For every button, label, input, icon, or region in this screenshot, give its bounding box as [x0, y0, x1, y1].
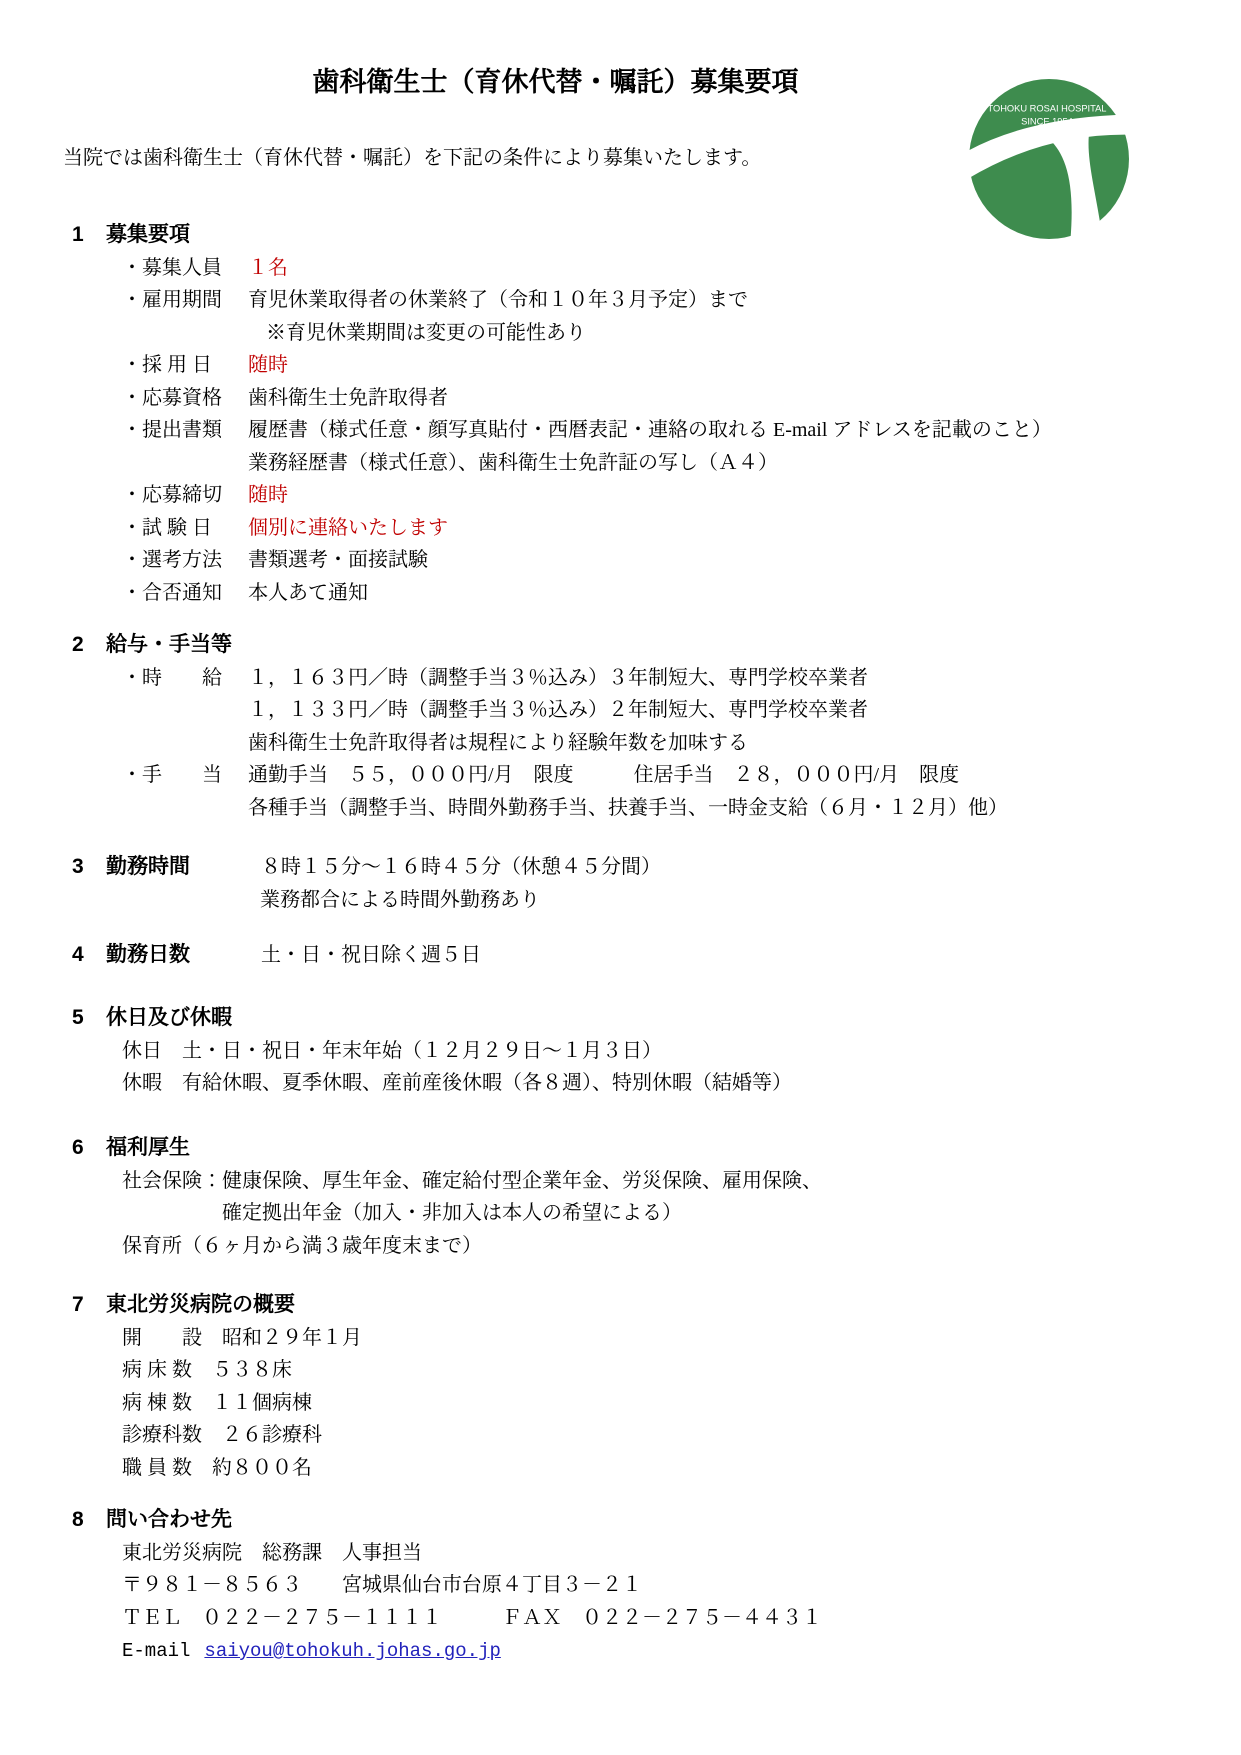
recruit-count-value: １名	[248, 256, 288, 279]
field-hire-date: ・採 用 日 随時	[122, 354, 288, 376]
section-recruitment-outline	[0, 219, 1241, 609]
section-title: 東北労災病院の概要	[106, 1293, 295, 1316]
email-link[interactable]: saiyou@tohokuh.johas.go.jp	[204, 1640, 501, 1662]
section-working-hours	[0, 851, 1241, 916]
hospital-logo	[968, 78, 1130, 240]
section-contact	[0, 1504, 1241, 1667]
field-recruit-count: ・募集人員 １名	[122, 256, 288, 279]
social-insurance-line2: 確定拠出年金（加入・非加入は本人の希望による）	[122, 1202, 682, 1224]
beds-line: 病 床 数 ５３８床	[122, 1359, 292, 1381]
section-number: 5	[72, 1006, 84, 1029]
field-deadline: ・応募締切 随時	[122, 484, 288, 506]
section-title: 勤務日数	[106, 943, 190, 966]
section-salary	[0, 629, 1241, 824]
exam-date-value: 個別に連絡いたします	[248, 516, 448, 539]
section-title: 勤務時間	[106, 855, 190, 878]
deadline-value: 随時	[248, 484, 288, 506]
section-heading	[0, 1289, 1241, 1322]
section-title: 休日及び休暇	[106, 1006, 232, 1029]
section-working-days	[0, 939, 1241, 972]
page-title: 歯科衛生士（育休代替・嘱託）募集要項	[312, 67, 799, 97]
field-hourly-wage-line2: １，１３３円／時（調整手当３％込み）２年制短大、専門学校卒業者	[248, 699, 868, 721]
section-heading	[0, 1504, 1241, 1537]
section-title: 募集要項	[106, 223, 190, 246]
field-result-notice: ・合否通知 本人あて通知	[122, 581, 368, 604]
section-heading	[0, 851, 1241, 884]
section-number: 6	[72, 1136, 84, 1159]
staff-line: 職 員 数 約８００名	[122, 1456, 312, 1479]
wards-line: 病 棟 数 １１個病棟	[122, 1391, 312, 1414]
field-exam-date: ・試 験 日 個別に連絡いたします	[122, 516, 448, 539]
section-number: 1	[72, 223, 84, 246]
section-number: 8	[72, 1508, 84, 1531]
section-heading	[0, 939, 1241, 972]
section-title: 福利厚生	[106, 1136, 190, 1159]
section-benefits	[0, 1132, 1241, 1262]
contact-tel-fax-line: ＴＥＬ ０２２－２７５－１１１１ ＦＡＸ ０２２－２７５－４４３１	[122, 1606, 822, 1629]
field-employment-period: ・雇用期間 育児休業取得者の休業終了（令和１０年３月予定）まで	[122, 289, 748, 311]
field-qualification: ・応募資格 歯科衛生士免許取得者	[122, 386, 448, 409]
field-documents: ・提出書類 履歴書（様式任意・顔写真貼付・西暦表記・連絡の取れる E-mail アドレスを記載のこと）	[122, 419, 1052, 441]
section-heading	[0, 219, 1241, 252]
section-number: 2	[72, 633, 84, 656]
hire-date-value: 随時	[248, 354, 288, 376]
logo-since: SINCE 1954	[1021, 116, 1073, 127]
field-selection-method: ・選考方法 書類選考・面接試験	[122, 549, 428, 571]
working-days-value: 土・日・祝日除く週５日	[261, 944, 481, 966]
email-label: E-mail	[122, 1640, 191, 1662]
section-heading	[0, 1002, 1241, 1035]
section-title: 問い合わせ先	[106, 1508, 232, 1531]
social-insurance-line: 社会保険：健康保険、厚生年金、確定給付型企業年金、労災保険、雇用保険、	[122, 1169, 822, 1192]
section-number: 3	[72, 855, 84, 878]
departments-line: 診療科数 ２６診療科	[122, 1424, 322, 1446]
field-documents-line2: 業務経歴書（様式任意）、歯科衛生士免許証の写し（Ａ４）	[248, 451, 778, 474]
section-holidays	[0, 1002, 1241, 1100]
contact-email-line	[0, 1634, 1241, 1667]
section-number: 4	[72, 943, 84, 966]
field-employment-period-note: ※育児休業期間は変更の可能性あり	[266, 321, 586, 344]
logo-hospital-name: TOHOKU ROSAI HOSPITAL	[987, 103, 1107, 114]
section-number: 7	[72, 1293, 84, 1316]
field-hourly-wage-line3: 歯科衛生士免許取得者は規程により経験年数を加味する	[248, 731, 748, 754]
holidays-line: 休日 土・日・祝日・年末年始（１２月２９日～１月３日）	[122, 1039, 662, 1062]
leave-line: 休暇 有給休暇、夏季休暇、産前産後休暇（各８週）、特別休暇（結婚等）	[122, 1072, 792, 1094]
field-allowance-line2: 各種手当（調整手当、時間外勤務手当、扶養手当、一時金支給（６月・１２月）他）	[248, 796, 1008, 819]
nursery-line: 保育所（６ヶ月から満３歳年度末まで）	[122, 1234, 482, 1257]
section-heading	[0, 1132, 1241, 1165]
field-hourly-wage: ・時 給 １，１６３円／時（調整手当３％込み）３年制短大、専門学校卒業者	[122, 666, 868, 689]
working-hours-value: ８時１５分～１６時４５分（休憩４５分間）	[261, 856, 661, 878]
field-allowance: ・手 当 通勤手当 ５５，０００円/月 限度 住居手当 ２８，０００円/月 限度	[122, 764, 960, 786]
founded-line: 開 設 昭和２９年１月	[122, 1326, 362, 1349]
intro-text: 当院では歯科衛生士（育休代替・嘱託）を下記の条件により募集いたします。	[63, 147, 762, 169]
contact-department-line: 東北労災病院 総務課 人事担当	[122, 1541, 422, 1564]
section-title: 給与・手当等	[106, 633, 232, 656]
section-hospital-overview	[0, 1289, 1241, 1484]
working-hours-line2: 業務都合による時間外勤務あり	[260, 888, 540, 911]
contact-address-line: 〒９８１－８５６３ 宮城県仙台市台原４丁目３－２１	[122, 1574, 642, 1596]
section-heading	[0, 629, 1241, 662]
